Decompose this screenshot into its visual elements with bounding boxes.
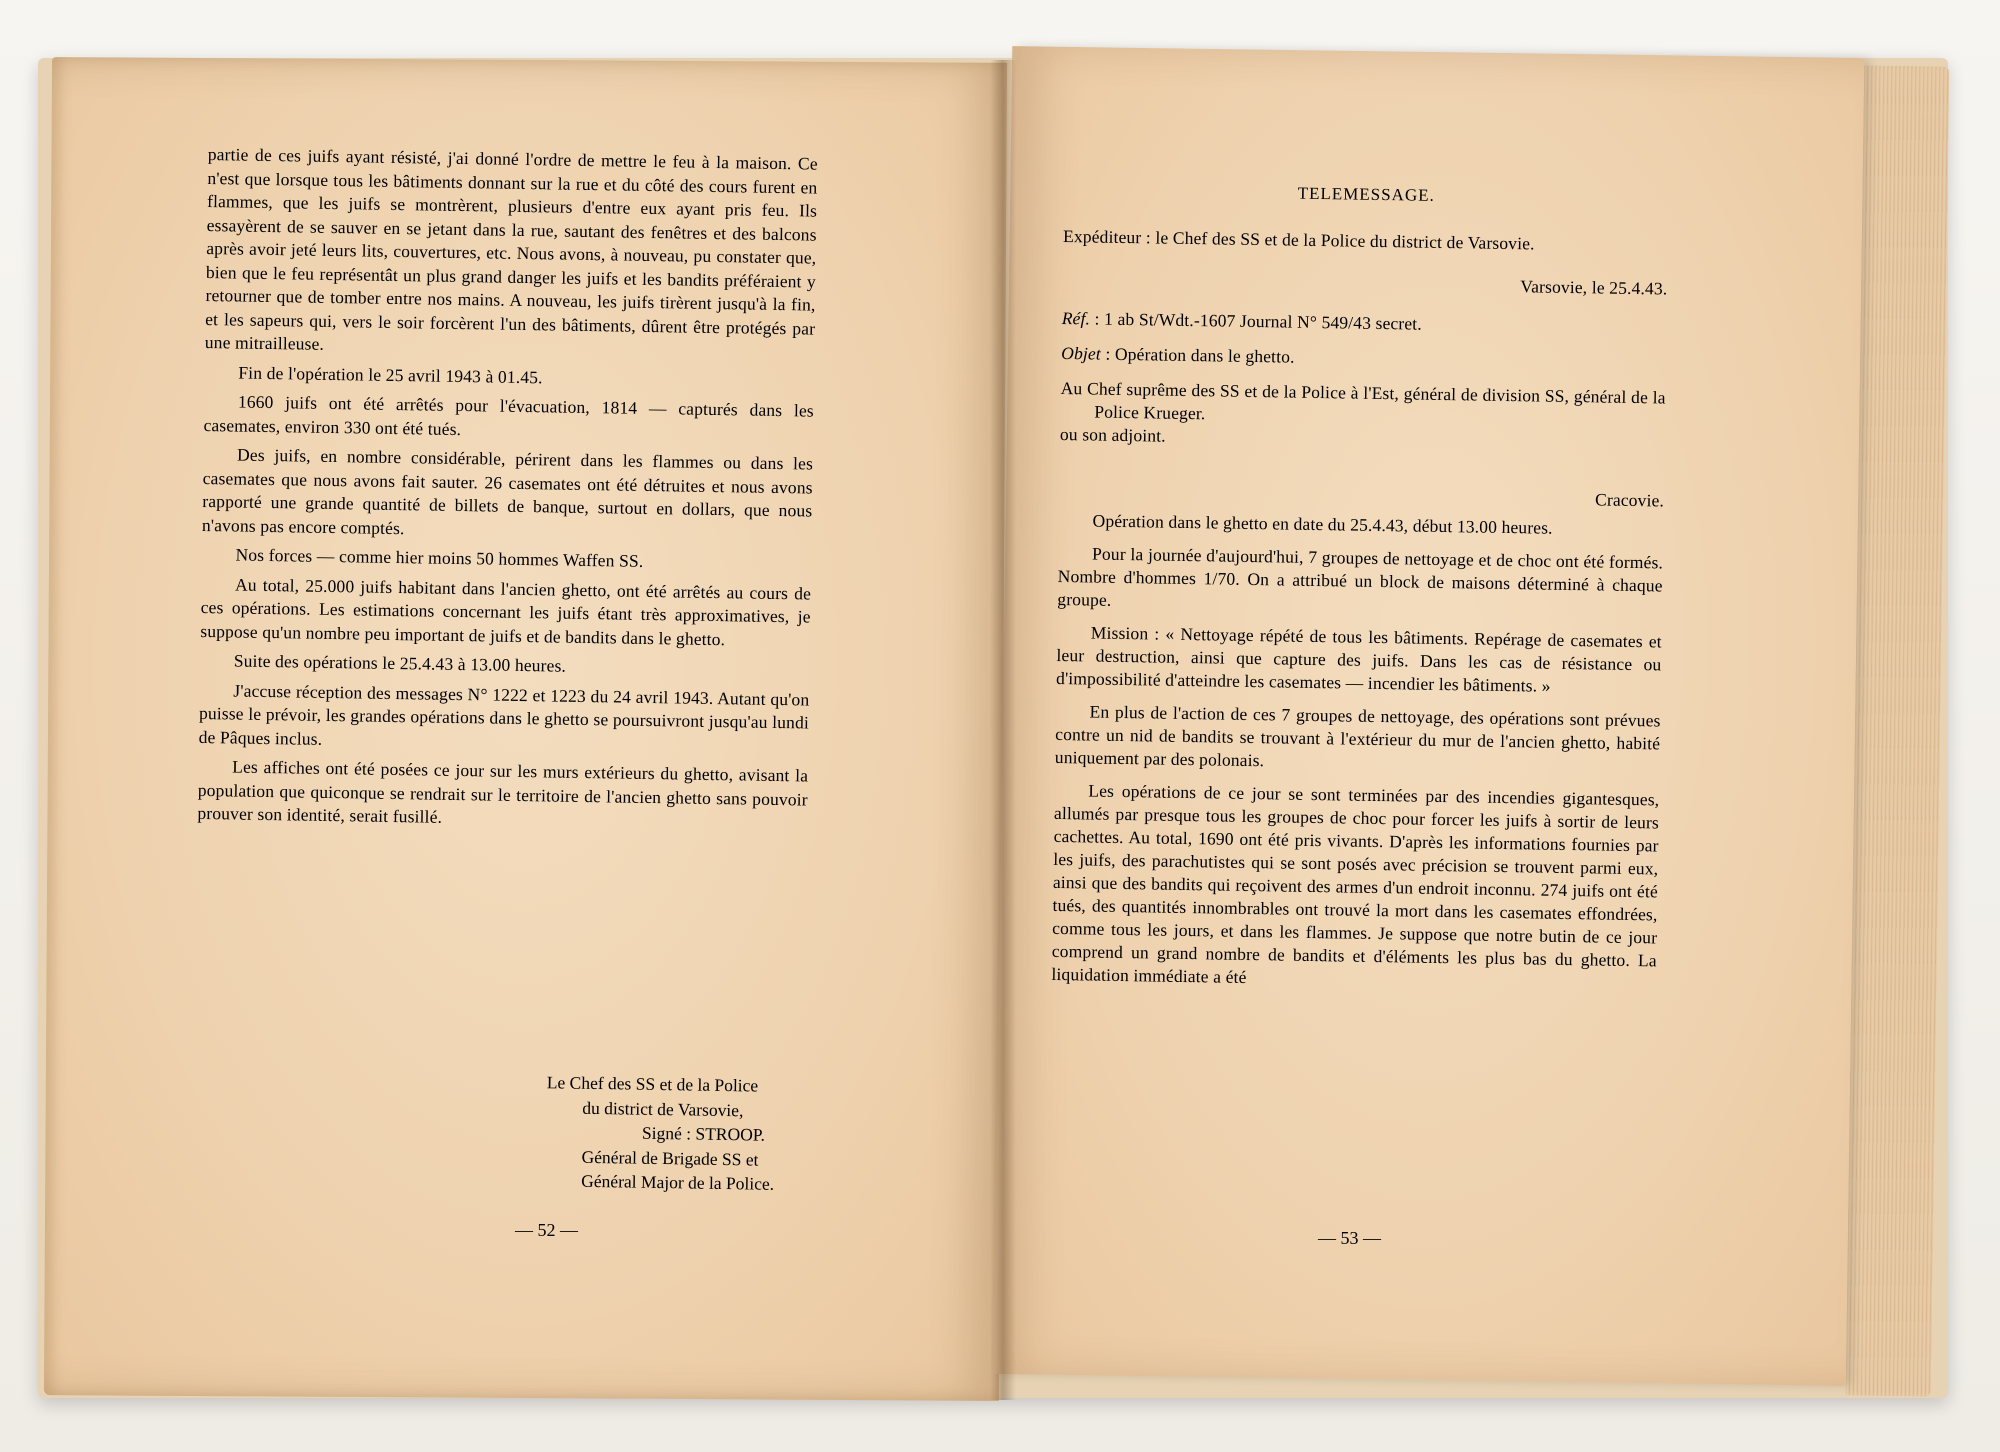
paragraph: Suite des opérations le 25.4.43 à 13.00 heures.: [233, 650, 567, 676]
paragraph: J'accuse réception des messages N° 1222 et 1223 du 24 avril 1943. Autant qu'on puisse le prévoir, les grandes opérations dans le ghetto se poursuivront jusqu'au lundi de Pâques inclus.: [198, 679, 810, 749]
paragraph: Les opérations de ce jour se sont terminées par des incendies gigantesques, allumés par presque tous les groupes de choc pour forcer les juifs à sortir de leurs cachettes. Au total, 1690 ont été pris vivants. D'après les informations fournies par les juifs, des parachutistes qui se sont posés avec précision se trouvent parmi eux, ainsi que des bandits qui reçoivent des armes d'un endroit inconnu. 274 juifs ont été tués, des quantités innombrables ont trouvé la mort dans les casemates effondrées, comme tous les jours, et dans les flammes. Je suppose que notre butin de ce jour comprend un grand nombre de bandits et d'éléments les plus bas du ghetto. La liquidation immédiate a été: [1051, 780, 1660, 987]
place-date: Varsovie, le 25.4.43.: [1520, 276, 1668, 299]
page-number-right: — 53 —: [1318, 1228, 1381, 1248]
paragraph: Les affiches ont été posées ce jour sur les murs extérieurs du ghetto, avisant la population que quiconque se rendrait sur le territoire de l'ancien ghetto sans pouvoir prouver son identité, serait fusillé.: [197, 756, 809, 827]
object-line: [1061, 342, 1666, 375]
reference-label: Réf.: [1061, 307, 1091, 329]
paragraph: Mission : « Nettoyage répété de tous les bâtiments. Repérage de casemates et leur destruction, ainsi que capture des juifs. Dans les cas de résistance ou d'impossibilité d'atteindre les casemates — incendier les bâtiments. »: [1055, 622, 1662, 696]
paragraph: Nos forces — comme hier moins 50 hommes Waffen SS.: [235, 544, 644, 571]
paragraph: partie de ces juifs ayant résisté, j'ai donné l'ordre de mettre le feu à la maison. Ce n'est que lorsque tous les bâtiments donnant sur la rue et du côté des cours furent en flammes, que les juifs se montrèrent, plusieurs d'entre eux ayant pris feu. Ils essayèrent de se sauver en se jetant dans la rue, sautant des fenêtres et des balcons après avoir jeté leurs lits, couvertures, etc. Nous avons, à nouveau, pu constater que, bien que le feu représentât un plus grand danger les juifs et les bandits préféraient y retourner que de tomber entre nos mains. A nouveau, les juifs tirèrent jusqu'à la fin, et les sapeurs qui, vers le soir forcèrent l'un des bâtiments, dûrent être protégés par une mitrailleuse.: [204, 143, 818, 354]
paragraph: 1660 juifs ont été arrêtés pour l'évacuation, 1814 — capturés dans les casemates, environ 330 ont été tués.: [203, 391, 815, 439]
paragraph: Pour la journée d'aujourd'hui, 7 groupes de nettoyage et de choc ont été formés. Nombre d'hommes 1/70. On a attribué un block de maisons déterminé à chaque groupe.: [1057, 543, 1664, 610]
left-page-text: [197, 143, 818, 841]
reference-line: [1062, 307, 1667, 340]
signature-line: du district de Varsovie,: [582, 1097, 744, 1120]
signature-block: [545, 1070, 776, 1196]
signature-line: Le Chef des SS et de la Police: [546, 1072, 759, 1096]
page-number-left: — 52 —: [515, 1220, 578, 1240]
city: Cracovie.: [1594, 489, 1665, 511]
sender-line: Expéditeur : le Chef des SS et de la Police du district de Varsovie.: [1062, 225, 1535, 254]
object-value: : Opération dans le ghetto.: [1100, 343, 1295, 367]
addressee: Au Chef suprême des SS et de la Police à l'Est, général de division SS, général de la Police Krueger.: [1060, 377, 1666, 424]
signature-line: Signé : STROOP.: [641, 1122, 766, 1145]
addressee-alt: ou son adjoint.: [1059, 423, 1166, 446]
signature-line: Général de Brigade SS et: [581, 1146, 759, 1170]
paragraph: Fin de l'opération le 25 avril 1943 à 01.45.: [238, 362, 543, 387]
paragraph: Des juifs, en nombre considérable, périrent dans les flammes ou dans les casemates que nous avons fait sauter. 26 casemates ont été détruites et nous avons rapporté une grande quantité de billets de banque, surtout en dollars, que nous n'avons pas encore comptés.: [201, 444, 814, 538]
paragraph: Opération dans le ghetto en date du 25.4.43, début 13.00 heures.: [1092, 510, 1553, 538]
object-label: Objet: [1061, 342, 1102, 364]
paragraph: Au total, 25.000 juifs habitant dans l'ancien ghetto, ont été arrêtés au cours de ces opérations. Les estimations concernant les juifs étant très approximatives, je suppose qu'un nombre peu important de juifs et de bandits dans le ghetto.: [200, 573, 812, 649]
reference-value: : 1 ab St/Wdt.-1607 Journal N° 549/43 secret.: [1089, 308, 1422, 334]
paragraph: En plus de l'action de ces 7 groupes de nettoyage, des opérations sont prévues contre un nid de bandits se trouvant à l'extérieur du mur de l'ancien ghetto, habité uniquement par des polonais.: [1054, 701, 1661, 771]
signature-line: Général Major de la Police.: [581, 1170, 775, 1194]
right-page-text: [1051, 178, 1669, 1005]
book-gutter: [990, 60, 1016, 1400]
document-title: TELEMESSAGE.: [1297, 183, 1435, 205]
